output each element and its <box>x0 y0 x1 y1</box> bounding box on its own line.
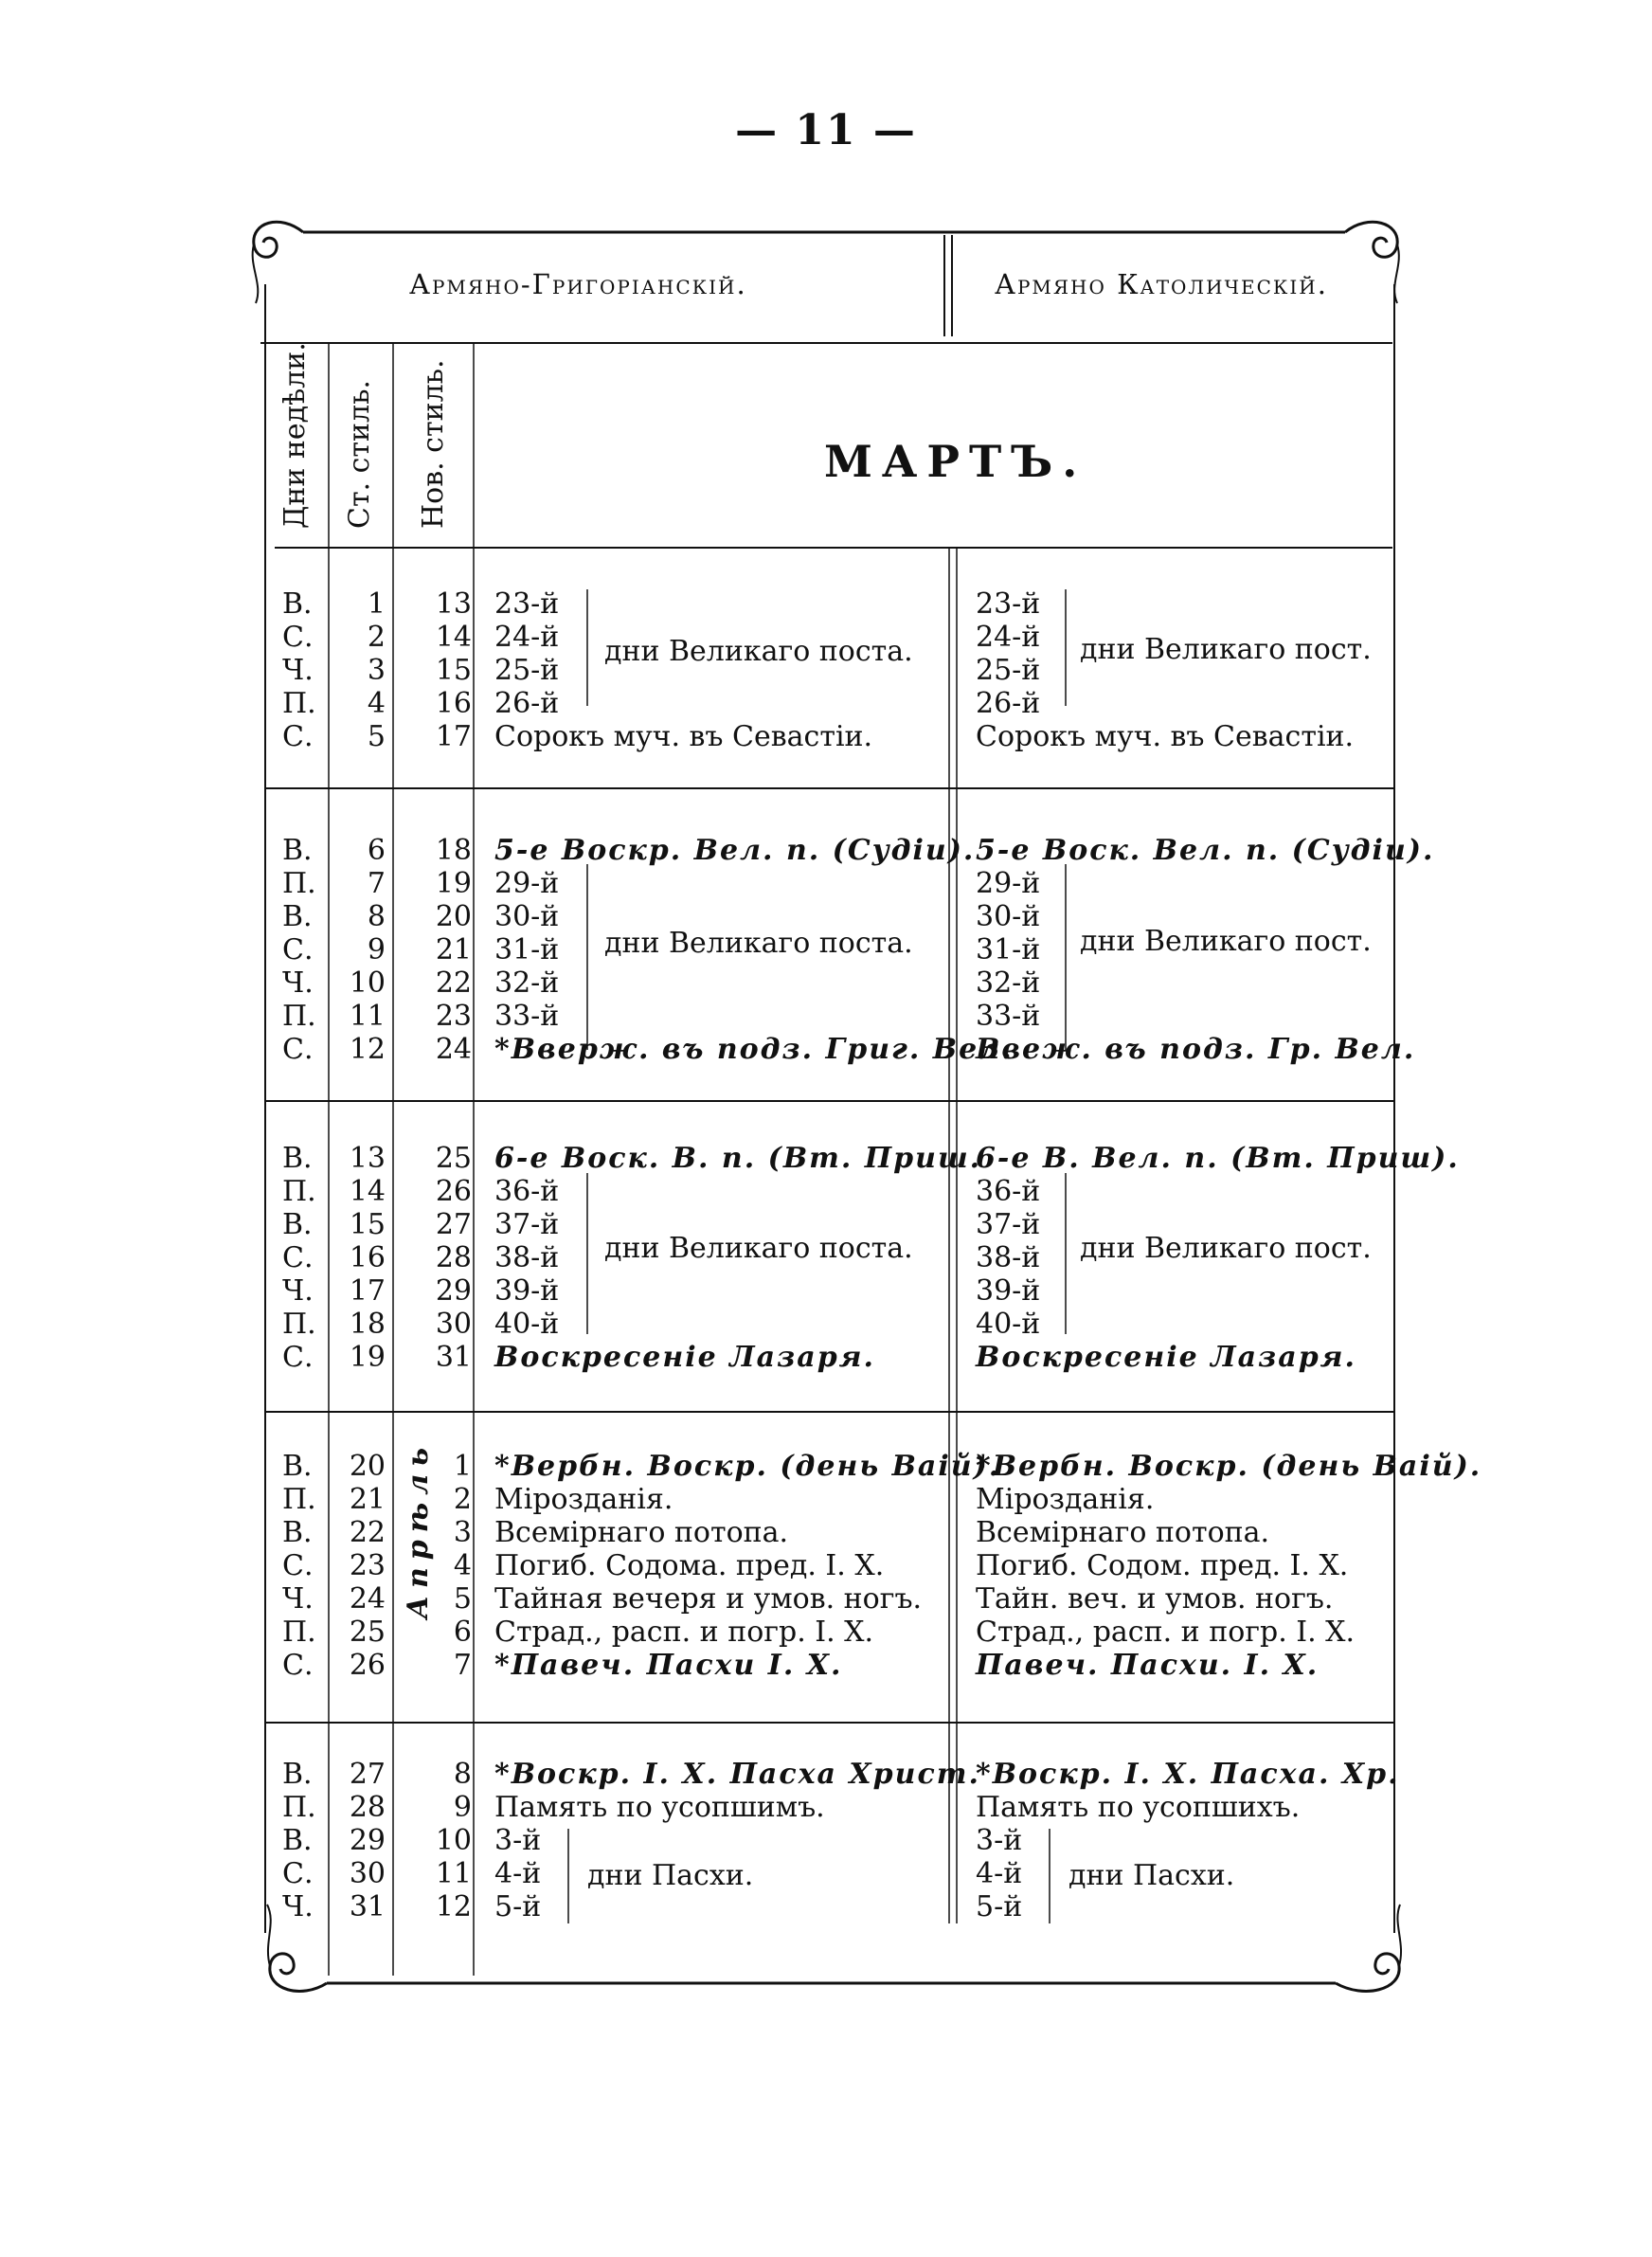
table-row <box>0 1791 1652 1824</box>
catholic-entry: 26-й <box>976 687 1041 720</box>
old-style-date: 16 <box>349 1241 386 1274</box>
catholic-entry: Память по усопшихъ. <box>976 1791 1301 1824</box>
table-row <box>0 1208 1652 1241</box>
header-armeno-gregorian: Армяно-Григоріанскій. <box>409 268 747 300</box>
gregorian-entry: *Вверж. въ подз. Григ. Вел. <box>494 1033 1014 1066</box>
new-style-date: 12 <box>435 1890 472 1923</box>
table-row <box>0 1649 1652 1682</box>
catholic-entry: 31-й <box>976 933 1041 966</box>
old-style-date: 5 <box>367 720 386 753</box>
brace-label-g3-right: дни Великаго пост. <box>1080 1232 1372 1265</box>
new-style-date: 6 <box>453 1616 472 1649</box>
table-row <box>0 654 1652 687</box>
table-row <box>0 621 1652 654</box>
new-style-date: 23 <box>435 1000 472 1033</box>
day-of-week: В. <box>282 1450 313 1483</box>
catholic-entry: Воскресеніе Лазаря. <box>976 1341 1356 1374</box>
gregorian-entry: Мірозданія. <box>494 1483 673 1516</box>
catholic-entry: 23-й <box>976 587 1041 621</box>
new-style-date: 21 <box>435 933 472 966</box>
gregorian-entry: 39-й <box>494 1274 560 1308</box>
gregorian-entry: 30-й <box>494 900 560 933</box>
day-of-week: Ч. <box>282 966 314 1000</box>
new-style-date: 1 <box>453 1450 472 1483</box>
old-style-date: 10 <box>349 966 386 1000</box>
catholic-entry: Ввеж. въ подз. Гр. Вел. <box>976 1033 1416 1066</box>
day-of-week: В. <box>282 1824 313 1857</box>
table-row <box>0 720 1652 753</box>
catholic-entry: 6-е В. Вел. п. (Вт. Приш). <box>976 1142 1460 1175</box>
new-style-date: 16 <box>435 687 472 720</box>
old-style-date: 19 <box>349 1341 386 1374</box>
brace-label-g2-right: дни Великаго пост. <box>1080 925 1372 958</box>
gregorian-entry: 23-й <box>494 587 560 621</box>
gregorian-entry: 25-й <box>494 654 560 687</box>
table-row <box>0 900 1652 933</box>
april-label: Апрѣль <box>402 1440 435 1619</box>
old-style-date: 1 <box>367 587 386 621</box>
old-style-date: 15 <box>349 1208 386 1241</box>
catholic-entry: *Воскр. І. Х. Пасха. Хр. <box>976 1758 1400 1791</box>
gregorian-entry: *Вербн. Воскр. (день Ваій). <box>494 1450 1001 1483</box>
gregorian-entry: 29-й <box>494 867 560 900</box>
old-style-date: 11 <box>349 1000 386 1033</box>
gregorian-entry: 38-й <box>494 1241 560 1274</box>
old-style-date: 24 <box>349 1582 386 1616</box>
gregorian-entry: *Воскр. І. Х. Пасха Христ. <box>494 1758 980 1791</box>
day-of-week: Ч. <box>282 654 314 687</box>
new-style-date: 13 <box>435 587 472 621</box>
old-style-date: 4 <box>367 687 386 720</box>
day-of-week: В. <box>282 1208 313 1241</box>
catholic-entry: 3-й <box>976 1824 1023 1857</box>
old-style-date: 3 <box>367 654 386 687</box>
gregorian-entry: Тайная вечеря и умов. ногъ. <box>494 1582 923 1616</box>
day-of-week: С. <box>282 1241 314 1274</box>
gregorian-entry: 4-й <box>494 1857 542 1890</box>
catholic-entry: 40-й <box>976 1308 1041 1341</box>
gregorian-entry: 5-й <box>494 1890 542 1923</box>
gregorian-entry: 24-й <box>494 621 560 654</box>
table-row <box>0 1241 1652 1274</box>
new-style-date: 2 <box>453 1483 472 1516</box>
old-style-date: 8 <box>367 900 386 933</box>
day-of-week: С. <box>282 1341 314 1374</box>
table-row <box>0 1000 1652 1033</box>
old-style-date: 22 <box>349 1516 386 1549</box>
table-row <box>0 867 1652 900</box>
old-style-date: 26 <box>349 1649 386 1682</box>
old-style-date: 18 <box>349 1308 386 1341</box>
catholic-entry: 38-й <box>976 1241 1041 1274</box>
day-of-week: П. <box>282 687 316 720</box>
gregorian-entry: 3-й <box>494 1824 542 1857</box>
new-style-date: 25 <box>435 1142 472 1175</box>
new-style-date: 24 <box>435 1033 472 1066</box>
gregorian-entry: 6-е Воск. В. п. (Вт. Приш. <box>494 1142 982 1175</box>
catholic-entry: Павеч. Пасхи. І. Х. <box>976 1649 1320 1682</box>
table-row <box>0 1274 1652 1308</box>
day-of-week: С. <box>282 933 314 966</box>
table-row <box>0 1758 1652 1791</box>
catholic-entry: Погиб. Содом. пред. І. Х. <box>976 1549 1349 1582</box>
old-style-date: 2 <box>367 621 386 654</box>
day-of-week: С. <box>282 1549 314 1582</box>
old-style-date: 30 <box>349 1857 386 1890</box>
brace-label-g1-right: дни Великаго пост. <box>1080 633 1372 666</box>
new-style-date: 17 <box>435 720 472 753</box>
day-of-week: П. <box>282 1616 316 1649</box>
day-of-week: С. <box>282 720 314 753</box>
day-of-week: П. <box>282 1308 316 1341</box>
old-style-date: 13 <box>349 1142 386 1175</box>
table-row <box>0 966 1652 1000</box>
catholic-entry: Мірозданія. <box>976 1483 1155 1516</box>
day-of-week: В. <box>282 900 313 933</box>
gregorian-entry: *Павеч. Пасхи І. Х. <box>494 1649 843 1682</box>
brace-label-g3-left: дни Великаго поста. <box>604 1232 913 1265</box>
catholic-entry: 39-й <box>976 1274 1041 1308</box>
gregorian-entry: 26-й <box>494 687 560 720</box>
new-style-date: 20 <box>435 900 472 933</box>
gregorian-entry: 32-й <box>494 966 560 1000</box>
gregorian-entry: 36-й <box>494 1175 560 1208</box>
old-style-date: 27 <box>349 1758 386 1791</box>
table-row <box>0 1142 1652 1175</box>
day-of-week: В. <box>282 1142 313 1175</box>
catholic-entry: 5-е Воск. Вел. п. (Судіи). <box>976 834 1435 867</box>
table-row <box>0 587 1652 621</box>
new-style-date: 29 <box>435 1274 472 1308</box>
gregorian-entry: Сорокъ муч. въ Севастіи. <box>494 720 873 753</box>
table-row <box>0 1033 1652 1066</box>
new-style-date: 14 <box>435 621 472 654</box>
day-of-week: Ч. <box>282 1890 314 1923</box>
old-style-date: 29 <box>349 1824 386 1857</box>
new-style-date: 7 <box>453 1649 472 1682</box>
table-row <box>0 687 1652 720</box>
new-style-date: 8 <box>453 1758 472 1791</box>
gregorian-entry: Страд., расп. и погр. І. Х. <box>494 1616 874 1649</box>
gregorian-entry: 40-й <box>494 1308 560 1341</box>
table-row <box>0 1616 1652 1649</box>
new-style-date: 27 <box>435 1208 472 1241</box>
day-of-week: Ч. <box>282 1274 314 1308</box>
day-of-week: С. <box>282 1857 314 1890</box>
gregorian-entry: Погиб. Содома. пред. І. Х. <box>494 1549 885 1582</box>
new-style-date: 4 <box>453 1549 472 1582</box>
old-style-date: 12 <box>349 1033 386 1066</box>
month-title: МАРТЪ. <box>824 436 1087 487</box>
day-of-week: В. <box>282 587 313 621</box>
old-style-date: 28 <box>349 1791 386 1824</box>
day-of-week: П. <box>282 1175 316 1208</box>
old-style-date: 7 <box>367 867 386 900</box>
day-of-week: П. <box>282 1000 316 1033</box>
catholic-entry: 29-й <box>976 867 1041 900</box>
catholic-entry: 30-й <box>976 900 1041 933</box>
new-style-date: 3 <box>453 1516 472 1549</box>
day-of-week: П. <box>282 1791 316 1824</box>
catholic-entry: 32-й <box>976 966 1041 1000</box>
day-of-week: Ч. <box>282 1582 314 1616</box>
new-style-date: 18 <box>435 834 472 867</box>
header-armeno-catholic: Армяно Католическій. <box>995 268 1328 300</box>
old-style-date: 23 <box>349 1549 386 1582</box>
brace-label-g2-left: дни Великаго поста. <box>604 927 913 960</box>
old-style-date: 6 <box>367 834 386 867</box>
gregorian-entry: Воскресеніе Лазаря. <box>494 1341 875 1374</box>
catholic-entry: Сорокъ муч. въ Севастіи. <box>976 720 1355 753</box>
new-style-date: 15 <box>435 654 472 687</box>
table-row <box>0 1857 1652 1890</box>
old-style-date: 31 <box>349 1890 386 1923</box>
catholic-entry: 4-й <box>976 1857 1023 1890</box>
catholic-entry: Страд., расп. и погр. І. Х. <box>976 1616 1356 1649</box>
catholic-entry: *Вербн. Воскр. (день Ваій). <box>976 1450 1482 1483</box>
page-number: — 11 — <box>735 106 917 154</box>
catholic-entry: 24-й <box>976 621 1041 654</box>
day-of-week: П. <box>282 867 316 900</box>
table-row <box>0 1341 1652 1374</box>
brace-label-g1-left: дни Великаго поста. <box>604 635 913 668</box>
day-of-week: В. <box>282 1516 313 1549</box>
catholic-entry: Всемірнаго потопа. <box>976 1516 1270 1549</box>
catholic-entry: 25-й <box>976 654 1041 687</box>
new-style-date: 19 <box>435 867 472 900</box>
catholic-entry: 33-й <box>976 1000 1041 1033</box>
new-style-date: 26 <box>435 1175 472 1208</box>
new-style-date: 28 <box>435 1241 472 1274</box>
table-row <box>0 1824 1652 1857</box>
new-style-date: 31 <box>435 1341 472 1374</box>
table-row <box>0 1582 1652 1616</box>
new-style-date: 22 <box>435 966 472 1000</box>
gregorian-entry: Всемірнаго потопа. <box>494 1516 789 1549</box>
col-header-days: Дни недѣли. <box>278 342 312 529</box>
table-row <box>0 1890 1652 1923</box>
table-row <box>0 1175 1652 1208</box>
gregorian-entry: 33-й <box>494 1000 560 1033</box>
table-row <box>0 1549 1652 1582</box>
day-of-week: С. <box>282 1649 314 1682</box>
table-row <box>0 834 1652 867</box>
day-of-week: В. <box>282 834 313 867</box>
catholic-entry: Тайн. веч. и умов. ногъ. <box>976 1582 1334 1616</box>
day-of-week: С. <box>282 621 314 654</box>
old-style-date: 9 <box>367 933 386 966</box>
gregorian-entry: 37-й <box>494 1208 560 1241</box>
catholic-entry: 37-й <box>976 1208 1041 1241</box>
gregorian-entry: 5-е Воскр. Вел. п. (Судіи). <box>494 834 976 867</box>
old-style-date: 20 <box>349 1450 386 1483</box>
col-header-old-style: Ст. стиль. <box>343 380 376 529</box>
brace-label-g5-left: дни Пасхи. <box>587 1859 754 1892</box>
old-style-date: 25 <box>349 1616 386 1649</box>
gregorian-entry: Память по усопшимъ. <box>494 1791 825 1824</box>
new-style-date: 5 <box>453 1582 472 1616</box>
brace-label-g5-right: дни Пасхи. <box>1068 1859 1235 1892</box>
new-style-date: 30 <box>435 1308 472 1341</box>
table-row <box>0 1308 1652 1341</box>
table-row <box>0 1483 1652 1516</box>
catholic-entry: 5-й <box>976 1890 1023 1923</box>
table-row <box>0 1516 1652 1549</box>
table-row <box>0 1450 1652 1483</box>
table-row <box>0 933 1652 966</box>
catholic-entry: 36-й <box>976 1175 1041 1208</box>
day-of-week: С. <box>282 1033 314 1066</box>
day-of-week: В. <box>282 1758 313 1791</box>
old-style-date: 21 <box>349 1483 386 1516</box>
new-style-date: 9 <box>453 1791 472 1824</box>
new-style-date: 11 <box>435 1857 472 1890</box>
old-style-date: 17 <box>349 1274 386 1308</box>
col-header-new-style: Нов. стиль. <box>417 359 450 529</box>
gregorian-entry: 31-й <box>494 933 560 966</box>
new-style-date: 10 <box>435 1824 472 1857</box>
day-of-week: П. <box>282 1483 316 1516</box>
old-style-date: 14 <box>349 1175 386 1208</box>
